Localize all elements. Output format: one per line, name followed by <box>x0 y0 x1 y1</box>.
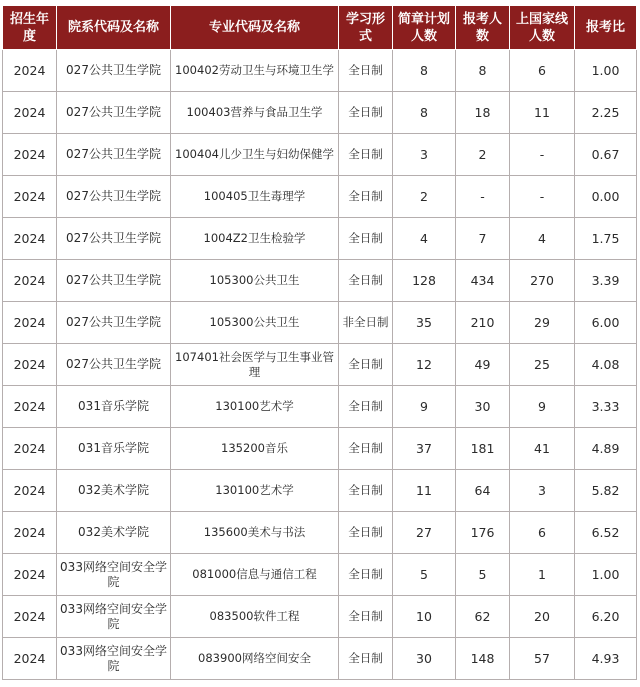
cell-major: 135200音乐 <box>171 428 339 470</box>
cell-ratio: 1.75 <box>575 218 637 260</box>
table-row <box>3 260 637 302</box>
cell-department: 033网络空间安全学院 <box>57 596 171 638</box>
header-ratio: 报考比 <box>575 6 637 50</box>
cell-ratio: 2.25 <box>575 92 637 134</box>
cell-ratio: 6.52 <box>575 512 637 554</box>
cell-study-mode: 全日制 <box>339 638 393 680</box>
cell-plan-count: 37 <box>393 428 456 470</box>
cell-passed-line: 3 <box>510 470 575 512</box>
cell-department: 027公共卫生学院 <box>57 134 171 176</box>
cell-department: 027公共卫生学院 <box>57 344 171 386</box>
cell-year: 2024 <box>3 218 57 260</box>
cell-year: 2024 <box>3 50 57 92</box>
cell-department: 032美术学院 <box>57 470 171 512</box>
cell-study-mode: 全日制 <box>339 50 393 92</box>
cell-applicants: - <box>456 176 510 218</box>
cell-department: 033网络空间安全学院 <box>57 554 171 596</box>
header-row <box>3 6 637 50</box>
cell-ratio: 3.39 <box>575 260 637 302</box>
header-year: 招生年度 <box>3 6 57 50</box>
cell-year: 2024 <box>3 470 57 512</box>
table-row <box>3 134 637 176</box>
table-row <box>3 92 637 134</box>
cell-passed-line: 9 <box>510 386 575 428</box>
cell-applicants: 5 <box>456 554 510 596</box>
cell-year: 2024 <box>3 176 57 218</box>
cell-passed-line: 6 <box>510 512 575 554</box>
cell-ratio: 4.08 <box>575 344 637 386</box>
cell-passed-line: 20 <box>510 596 575 638</box>
table-row <box>3 218 637 260</box>
table-row <box>3 512 637 554</box>
cell-study-mode: 全日制 <box>339 92 393 134</box>
cell-ratio: 6.20 <box>575 596 637 638</box>
header-passed-line: 上国家线人数 <box>510 6 575 50</box>
cell-year: 2024 <box>3 302 57 344</box>
cell-department: 027公共卫生学院 <box>57 260 171 302</box>
cell-plan-count: 4 <box>393 218 456 260</box>
cell-passed-line: 41 <box>510 428 575 470</box>
cell-department: 027公共卫生学院 <box>57 92 171 134</box>
cell-year: 2024 <box>3 92 57 134</box>
cell-major: 107401社会医学与卫生事业管理 <box>171 344 339 386</box>
cell-passed-line: 4 <box>510 218 575 260</box>
cell-applicants: 62 <box>456 596 510 638</box>
cell-major: 100402劳动卫生与环境卫生学 <box>171 50 339 92</box>
cell-study-mode: 全日制 <box>339 512 393 554</box>
cell-passed-line: 1 <box>510 554 575 596</box>
cell-department: 027公共卫生学院 <box>57 50 171 92</box>
cell-department: 032美术学院 <box>57 512 171 554</box>
table-row <box>3 638 637 680</box>
cell-plan-count: 3 <box>393 134 456 176</box>
cell-passed-line: - <box>510 134 575 176</box>
table-row <box>3 302 637 344</box>
cell-plan-count: 128 <box>393 260 456 302</box>
cell-major: 1004Z2卫生检验学 <box>171 218 339 260</box>
cell-ratio: 6.00 <box>575 302 637 344</box>
cell-major: 100404儿少卫生与妇幼保健学 <box>171 134 339 176</box>
cell-ratio: 4.93 <box>575 638 637 680</box>
cell-study-mode: 全日制 <box>339 344 393 386</box>
cell-study-mode: 全日制 <box>339 386 393 428</box>
cell-plan-count: 8 <box>393 92 456 134</box>
cell-applicants: 64 <box>456 470 510 512</box>
cell-plan-count: 5 <box>393 554 456 596</box>
cell-year: 2024 <box>3 638 57 680</box>
cell-major: 130100艺术学 <box>171 386 339 428</box>
cell-year: 2024 <box>3 260 57 302</box>
cell-passed-line: - <box>510 176 575 218</box>
cell-applicants: 176 <box>456 512 510 554</box>
cell-plan-count: 8 <box>393 50 456 92</box>
cell-applicants: 30 <box>456 386 510 428</box>
cell-plan-count: 27 <box>393 512 456 554</box>
cell-year: 2024 <box>3 596 57 638</box>
cell-major: 100405卫生毒理学 <box>171 176 339 218</box>
table-row <box>3 470 637 512</box>
cell-department: 027公共卫生学院 <box>57 176 171 218</box>
table-row <box>3 344 637 386</box>
cell-plan-count: 11 <box>393 470 456 512</box>
cell-major: 105300公共卫生 <box>171 260 339 302</box>
cell-year: 2024 <box>3 512 57 554</box>
table-body <box>3 50 637 680</box>
header-study-mode: 学习形式 <box>339 6 393 50</box>
cell-plan-count: 9 <box>393 386 456 428</box>
cell-ratio: 1.00 <box>575 554 637 596</box>
table-row <box>3 386 637 428</box>
cell-year: 2024 <box>3 134 57 176</box>
header-major: 专业代码及名称 <box>171 6 339 50</box>
cell-applicants: 7 <box>456 218 510 260</box>
cell-applicants: 210 <box>456 302 510 344</box>
cell-major: 130100艺术学 <box>171 470 339 512</box>
cell-study-mode: 全日制 <box>339 134 393 176</box>
cell-applicants: 148 <box>456 638 510 680</box>
cell-passed-line: 6 <box>510 50 575 92</box>
cell-ratio: 0.00 <box>575 176 637 218</box>
cell-department: 031音乐学院 <box>57 386 171 428</box>
cell-study-mode: 全日制 <box>339 596 393 638</box>
table-row <box>3 50 637 92</box>
cell-year: 2024 <box>3 386 57 428</box>
cell-department: 027公共卫生学院 <box>57 218 171 260</box>
cell-ratio: 1.00 <box>575 50 637 92</box>
table-row <box>3 428 637 470</box>
cell-passed-line: 270 <box>510 260 575 302</box>
cell-study-mode: 全日制 <box>339 554 393 596</box>
table-row <box>3 596 637 638</box>
cell-applicants: 8 <box>456 50 510 92</box>
table-row <box>3 176 637 218</box>
cell-passed-line: 29 <box>510 302 575 344</box>
cell-plan-count: 10 <box>393 596 456 638</box>
cell-ratio: 3.33 <box>575 386 637 428</box>
cell-study-mode: 全日制 <box>339 176 393 218</box>
cell-department: 027公共卫生学院 <box>57 302 171 344</box>
header-plan-count: 简章计划人数 <box>393 6 456 50</box>
cell-department: 031音乐学院 <box>57 428 171 470</box>
cell-plan-count: 30 <box>393 638 456 680</box>
cell-study-mode: 全日制 <box>339 428 393 470</box>
cell-applicants: 2 <box>456 134 510 176</box>
cell-year: 2024 <box>3 428 57 470</box>
cell-plan-count: 12 <box>393 344 456 386</box>
header-department: 院系代码及名称 <box>57 6 171 50</box>
cell-year: 2024 <box>3 344 57 386</box>
cell-study-mode: 全日制 <box>339 470 393 512</box>
cell-year: 2024 <box>3 554 57 596</box>
cell-major: 100403营养与食品卫生学 <box>171 92 339 134</box>
cell-study-mode: 非全日制 <box>339 302 393 344</box>
cell-applicants: 434 <box>456 260 510 302</box>
cell-passed-line: 25 <box>510 344 575 386</box>
cell-department: 033网络空间安全学院 <box>57 638 171 680</box>
cell-plan-count: 2 <box>393 176 456 218</box>
cell-plan-count: 35 <box>393 302 456 344</box>
cell-applicants: 49 <box>456 344 510 386</box>
cell-ratio: 4.89 <box>575 428 637 470</box>
cell-major: 081000信息与通信工程 <box>171 554 339 596</box>
cell-study-mode: 全日制 <box>339 218 393 260</box>
cell-major: 105300公共卫生 <box>171 302 339 344</box>
cell-major: 135600美术与书法 <box>171 512 339 554</box>
cell-ratio: 0.67 <box>575 134 637 176</box>
cell-applicants: 18 <box>456 92 510 134</box>
cell-major: 083500软件工程 <box>171 596 339 638</box>
admissions-table <box>2 5 637 680</box>
cell-passed-line: 11 <box>510 92 575 134</box>
cell-applicants: 181 <box>456 428 510 470</box>
header-applicants: 报考人数 <box>456 6 510 50</box>
table-row <box>3 554 637 596</box>
cell-study-mode: 全日制 <box>339 260 393 302</box>
cell-major: 083900网络空间安全 <box>171 638 339 680</box>
cell-ratio: 5.82 <box>575 470 637 512</box>
cell-passed-line: 57 <box>510 638 575 680</box>
table-header <box>3 6 637 50</box>
